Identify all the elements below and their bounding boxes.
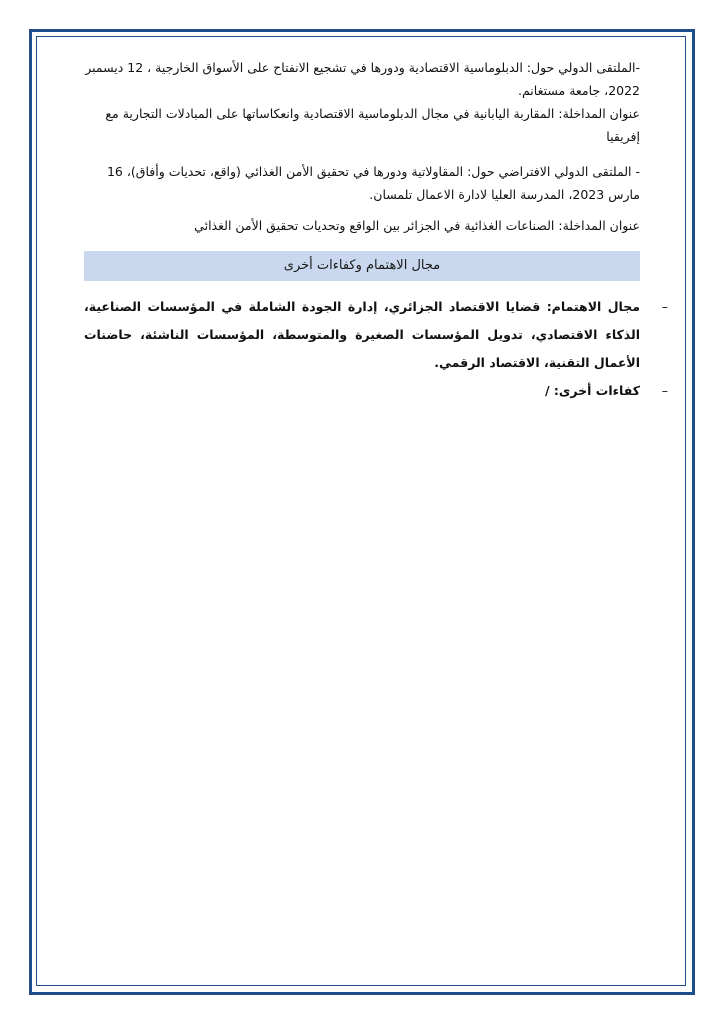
list-item-other-skills xyxy=(84,377,668,405)
bullet-dash: – xyxy=(661,383,668,398)
other-skills-text: / xyxy=(545,383,554,398)
conference-2-talk-title: عنوان المداخلة: الصناعات الغذائية في الجزائر بين الواقع وتحديات تحقيق الأمن الغذائي xyxy=(194,218,640,233)
document-body xyxy=(84,56,668,405)
list-item-interests xyxy=(84,293,668,377)
bullet-dash: – xyxy=(661,299,668,314)
other-skills-label: كفاءات أخرى: xyxy=(553,383,640,398)
section-header-interests: مجال الاهتمام وكفاءات أخرى xyxy=(84,251,640,281)
conference-1-text: -الملتقى الدولي حول: الدبلوماسية الاقتصادية ودورها في تشجيع الانفتاح على الأسواق الخارجية ، 12 ديسمبر 2022، جامعة مستغانم. xyxy=(85,60,640,98)
interests-label: مجال الاهتمام: xyxy=(546,299,640,314)
conference-2-text: - الملتقى الدولي الافتراضي حول: المقاولاتية ودورها في تحقيق الأمن الغذائي (واقع، تحديات وأفاق)، 16 مارس 2023، المدرسة العليا لادارة الاعمال تلمسان. xyxy=(106,164,640,202)
conference-1-talk-title: عنوان المداخلة: المقاربة اليابانية في مجال الدبلوماسية الاقتصادية وانعكاساتها على المبادلات التجارية مع إفريقيا xyxy=(105,106,640,144)
interests-list xyxy=(84,293,668,405)
interests-text: قضايا الاقتصاد الجزائري، إدارة الجودة الشاملة في المؤسسات الصناعية، الذكاء الاقتصادي، تدويل المؤسسات الصغيرة والمتوسطة، المؤسسات الناشئة، حاضنات الأعمال التقنية، الاقتصاد الرقمي. xyxy=(84,299,640,370)
